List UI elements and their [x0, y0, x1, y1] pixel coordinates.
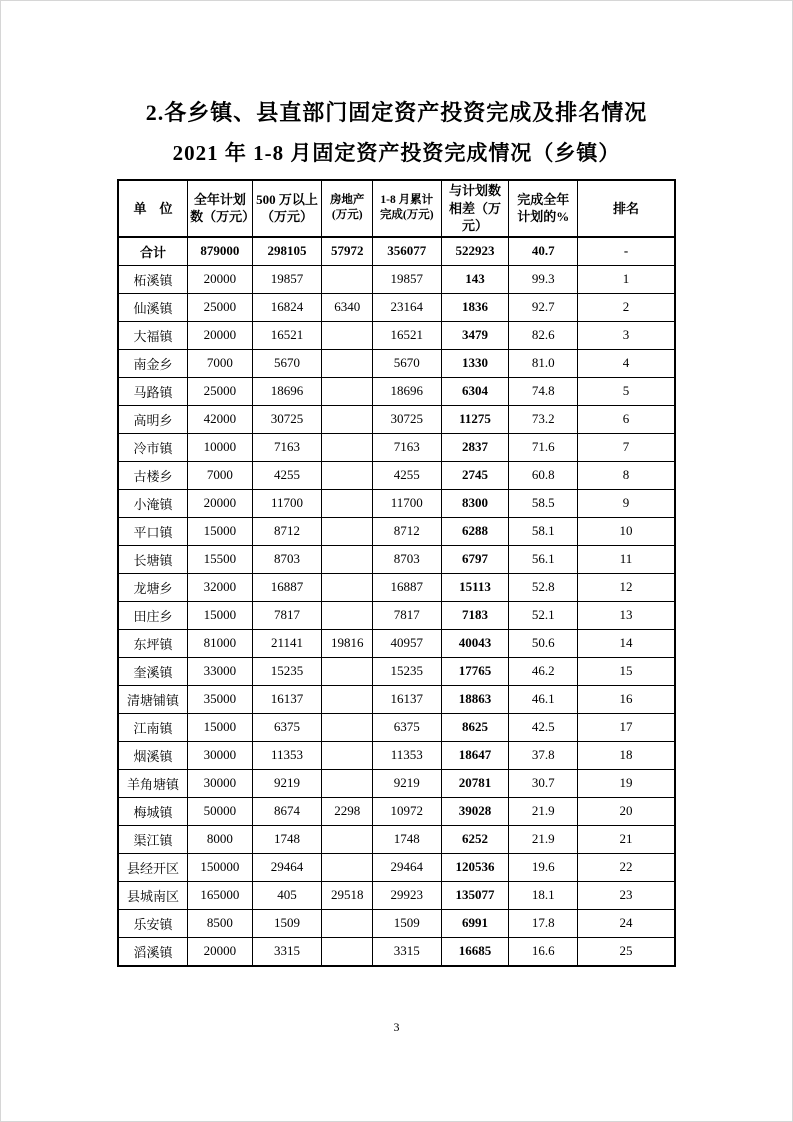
value-cell: 22	[577, 853, 675, 881]
value-cell: 11353	[373, 741, 442, 769]
value-cell: 6340	[322, 293, 373, 321]
value-cell: 19857	[373, 265, 442, 293]
value-cell	[322, 601, 373, 629]
value-cell: 6	[577, 405, 675, 433]
value-cell: 16	[577, 685, 675, 713]
value-cell	[322, 713, 373, 741]
value-cell: 82.6	[509, 321, 578, 349]
value-cell: 19.6	[509, 853, 578, 881]
column-header: 1-8 月累计完成(万元)	[373, 180, 442, 237]
value-cell: 15235	[252, 657, 322, 685]
value-cell: 20	[577, 797, 675, 825]
value-cell	[322, 461, 373, 489]
value-cell: 3315	[373, 937, 442, 966]
value-cell	[322, 349, 373, 377]
value-cell: 30000	[188, 741, 253, 769]
unit-cell: 大福镇	[118, 321, 188, 349]
value-cell: 165000	[188, 881, 253, 909]
value-cell: 37.8	[509, 741, 578, 769]
value-cell	[322, 405, 373, 433]
column-header: 单 位	[118, 180, 188, 237]
value-cell: 23	[577, 881, 675, 909]
value-cell: 150000	[188, 853, 253, 881]
value-cell: 20000	[188, 321, 253, 349]
value-cell: 8	[577, 461, 675, 489]
unit-cell: 县城南区	[118, 881, 188, 909]
value-cell: 42000	[188, 405, 253, 433]
value-cell: 19857	[252, 265, 322, 293]
table-row	[118, 321, 675, 349]
unit-cell: 县经开区	[118, 853, 188, 881]
value-cell: 74.8	[509, 377, 578, 405]
value-cell: 18.1	[509, 881, 578, 909]
value-cell: 25000	[188, 293, 253, 321]
value-cell: 16521	[252, 321, 322, 349]
table-row	[118, 825, 675, 853]
value-cell: 24	[577, 909, 675, 937]
value-cell: 15000	[188, 601, 253, 629]
value-cell: 11353	[252, 741, 322, 769]
table-row	[118, 853, 675, 881]
value-cell	[322, 853, 373, 881]
value-cell: 40.7	[509, 237, 578, 266]
value-cell: 7000	[188, 461, 253, 489]
table-row	[118, 685, 675, 713]
value-cell: 11700	[373, 489, 442, 517]
value-cell: 143	[441, 265, 509, 293]
value-cell: 18	[577, 741, 675, 769]
value-cell: 19	[577, 769, 675, 797]
value-cell: 60.8	[509, 461, 578, 489]
value-cell: 29518	[322, 881, 373, 909]
table-row	[118, 657, 675, 685]
value-cell: 81.0	[509, 349, 578, 377]
value-cell: 8674	[252, 797, 322, 825]
value-cell: 39028	[441, 797, 509, 825]
value-cell: 17.8	[509, 909, 578, 937]
table-row	[118, 797, 675, 825]
value-cell: 8712	[373, 517, 442, 545]
value-cell: 7817	[252, 601, 322, 629]
value-cell: 10000	[188, 433, 253, 461]
value-cell: 9219	[252, 769, 322, 797]
value-cell: 5670	[373, 349, 442, 377]
table-row	[118, 293, 675, 321]
table-row	[118, 629, 675, 657]
value-cell: 21	[577, 825, 675, 853]
value-cell: 56.1	[509, 545, 578, 573]
unit-cell: 长塘镇	[118, 545, 188, 573]
value-cell: 16137	[373, 685, 442, 713]
value-cell: 46.2	[509, 657, 578, 685]
value-cell: 1509	[373, 909, 442, 937]
table-row	[118, 265, 675, 293]
unit-cell: 东坪镇	[118, 629, 188, 657]
value-cell: 9	[577, 489, 675, 517]
value-cell	[322, 377, 373, 405]
value-cell: 7	[577, 433, 675, 461]
value-cell: 21.9	[509, 797, 578, 825]
unit-cell: 柘溪镇	[118, 265, 188, 293]
table-title: 2021 年 1-8 月固定资产投资完成情况（乡镇）	[172, 141, 621, 165]
table-row	[118, 769, 675, 797]
value-cell: 6797	[441, 545, 509, 573]
value-cell: 7000	[188, 349, 253, 377]
table-row	[118, 377, 675, 405]
value-cell: 18647	[441, 741, 509, 769]
value-cell: 7817	[373, 601, 442, 629]
value-cell	[322, 433, 373, 461]
unit-cell: 平口镇	[118, 517, 188, 545]
value-cell: 6991	[441, 909, 509, 937]
value-cell: 1748	[373, 825, 442, 853]
value-cell: 16887	[373, 573, 442, 601]
value-cell: 50000	[188, 797, 253, 825]
value-cell: 7183	[441, 601, 509, 629]
investment-table	[117, 179, 676, 967]
unit-cell: 清塘铺镇	[118, 685, 188, 713]
value-cell: 10972	[373, 797, 442, 825]
value-cell: 4255	[252, 461, 322, 489]
value-cell	[322, 909, 373, 937]
value-cell: 1	[577, 265, 675, 293]
value-cell: 73.2	[509, 405, 578, 433]
value-cell: 50.6	[509, 629, 578, 657]
value-cell	[322, 937, 373, 966]
value-cell	[322, 545, 373, 573]
value-cell: 52.1	[509, 601, 578, 629]
value-cell	[322, 321, 373, 349]
total-row	[118, 237, 675, 266]
value-cell: 7163	[252, 433, 322, 461]
value-cell: 16137	[252, 685, 322, 713]
column-header: 全年计划数（万元）	[188, 180, 253, 237]
value-cell: 29464	[252, 853, 322, 881]
unit-cell: 烟溪镇	[118, 741, 188, 769]
column-header: 完成全年计划的%	[509, 180, 578, 237]
section-heading: 2.各乡镇、县直部门固定资产投资完成及排名情况	[145, 100, 648, 125]
value-cell: 30000	[188, 769, 253, 797]
value-cell: 15000	[188, 517, 253, 545]
value-cell: 2745	[441, 461, 509, 489]
column-header: 房地产(万元)	[322, 180, 373, 237]
value-cell: 18863	[441, 685, 509, 713]
table-row	[118, 573, 675, 601]
unit-cell: 冷市镇	[118, 433, 188, 461]
value-cell: 20000	[188, 265, 253, 293]
value-cell: 15235	[373, 657, 442, 685]
value-cell: 16521	[373, 321, 442, 349]
value-cell: 2837	[441, 433, 509, 461]
value-cell: 8703	[252, 545, 322, 573]
unit-cell: 古楼乡	[118, 461, 188, 489]
value-cell: 58.5	[509, 489, 578, 517]
unit-cell: 南金乡	[118, 349, 188, 377]
value-cell: 16685	[441, 937, 509, 966]
value-cell: 2	[577, 293, 675, 321]
value-cell	[322, 265, 373, 293]
value-cell: 6375	[252, 713, 322, 741]
value-cell: 30725	[373, 405, 442, 433]
value-cell: 15113	[441, 573, 509, 601]
value-cell: 8000	[188, 825, 253, 853]
column-header: 排名	[577, 180, 675, 237]
value-cell: 17	[577, 713, 675, 741]
value-cell: 5	[577, 377, 675, 405]
value-cell	[322, 769, 373, 797]
value-cell: 42.5	[509, 713, 578, 741]
table-row	[118, 405, 675, 433]
value-cell: 1836	[441, 293, 509, 321]
value-cell: 15000	[188, 713, 253, 741]
value-cell: 92.7	[509, 293, 578, 321]
value-cell: 8703	[373, 545, 442, 573]
value-cell: 25000	[188, 377, 253, 405]
value-cell: 405	[252, 881, 322, 909]
value-cell: 71.6	[509, 433, 578, 461]
value-cell: 1509	[252, 909, 322, 937]
table-row	[118, 545, 675, 573]
value-cell: 1330	[441, 349, 509, 377]
column-header: 500 万以上（万元）	[252, 180, 322, 237]
table-body	[118, 237, 675, 966]
value-cell: 20000	[188, 489, 253, 517]
value-cell: 7163	[373, 433, 442, 461]
table-row	[118, 713, 675, 741]
value-cell: 6288	[441, 517, 509, 545]
value-cell: 11275	[441, 405, 509, 433]
unit-cell: 小淹镇	[118, 489, 188, 517]
value-cell: 2298	[322, 797, 373, 825]
value-cell: 11	[577, 545, 675, 573]
value-cell: 14	[577, 629, 675, 657]
value-cell: 23164	[373, 293, 442, 321]
value-cell	[322, 517, 373, 545]
unit-cell: 渠江镇	[118, 825, 188, 853]
table-row	[118, 349, 675, 377]
value-cell: 11700	[252, 489, 322, 517]
unit-cell: 龙塘乡	[118, 573, 188, 601]
value-cell: 3315	[252, 937, 322, 966]
value-cell: 15	[577, 657, 675, 685]
value-cell: 10	[577, 517, 675, 545]
unit-cell: 合计	[118, 237, 188, 266]
value-cell: 81000	[188, 629, 253, 657]
table-row	[118, 881, 675, 909]
value-cell: 15500	[188, 545, 253, 573]
value-cell	[322, 489, 373, 517]
value-cell: 16887	[252, 573, 322, 601]
value-cell: 33000	[188, 657, 253, 685]
value-cell	[322, 825, 373, 853]
table-row	[118, 489, 675, 517]
value-cell	[322, 685, 373, 713]
unit-cell: 羊角塘镇	[118, 769, 188, 797]
unit-cell: 仙溪镇	[118, 293, 188, 321]
value-cell: 6252	[441, 825, 509, 853]
unit-cell: 高明乡	[118, 405, 188, 433]
value-cell: 4255	[373, 461, 442, 489]
value-cell: 16824	[252, 293, 322, 321]
value-cell: 8300	[441, 489, 509, 517]
value-cell: 29464	[373, 853, 442, 881]
value-cell: 35000	[188, 685, 253, 713]
value-cell: 18696	[373, 377, 442, 405]
value-cell: 8712	[252, 517, 322, 545]
value-cell: 30725	[252, 405, 322, 433]
value-cell: 13	[577, 601, 675, 629]
value-cell: 46.1	[509, 685, 578, 713]
unit-cell: 江南镇	[118, 713, 188, 741]
value-cell: 40957	[373, 629, 442, 657]
value-cell: 6375	[373, 713, 442, 741]
value-cell: 57972	[322, 237, 373, 266]
unit-cell: 滔溪镇	[118, 937, 188, 966]
table-row	[118, 461, 675, 489]
value-cell: 17765	[441, 657, 509, 685]
value-cell: 32000	[188, 573, 253, 601]
table-row	[118, 741, 675, 769]
table-row	[118, 601, 675, 629]
table-row	[118, 517, 675, 545]
value-cell: 298105	[252, 237, 322, 266]
value-cell	[322, 657, 373, 685]
value-cell: 16.6	[509, 937, 578, 966]
value-cell: 4	[577, 349, 675, 377]
unit-cell: 梅城镇	[118, 797, 188, 825]
value-cell: 135077	[441, 881, 509, 909]
value-cell: 356077	[373, 237, 442, 266]
value-cell: 5670	[252, 349, 322, 377]
value-cell: 20000	[188, 937, 253, 966]
table-row	[118, 433, 675, 461]
unit-cell: 奎溪镇	[118, 657, 188, 685]
unit-cell: 马路镇	[118, 377, 188, 405]
value-cell	[322, 741, 373, 769]
value-cell: 58.1	[509, 517, 578, 545]
value-cell: 879000	[188, 237, 253, 266]
value-cell: 8500	[188, 909, 253, 937]
value-cell: 25	[577, 937, 675, 966]
value-cell: -	[577, 237, 675, 266]
value-cell: 3479	[441, 321, 509, 349]
value-cell: 52.8	[509, 573, 578, 601]
value-cell: 9219	[373, 769, 442, 797]
value-cell: 19816	[322, 629, 373, 657]
page-number: 3	[393, 1020, 400, 1034]
table-header	[118, 180, 675, 237]
value-cell: 522923	[441, 237, 509, 266]
value-cell: 21141	[252, 629, 322, 657]
value-cell: 30.7	[509, 769, 578, 797]
table-row	[118, 909, 675, 937]
value-cell: 8625	[441, 713, 509, 741]
table-row	[118, 937, 675, 966]
value-cell: 120536	[441, 853, 509, 881]
value-cell: 40043	[441, 629, 509, 657]
value-cell: 99.3	[509, 265, 578, 293]
value-cell	[322, 573, 373, 601]
value-cell: 29923	[373, 881, 442, 909]
value-cell: 3	[577, 321, 675, 349]
value-cell: 6304	[441, 377, 509, 405]
value-cell: 20781	[441, 769, 509, 797]
column-header: 与计划数相差（万元）	[441, 180, 509, 237]
unit-cell: 田庄乡	[118, 601, 188, 629]
value-cell: 18696	[252, 377, 322, 405]
value-cell: 21.9	[509, 825, 578, 853]
header-row	[118, 180, 675, 237]
unit-cell: 乐安镇	[118, 909, 188, 937]
value-cell: 1748	[252, 825, 322, 853]
value-cell: 12	[577, 573, 675, 601]
